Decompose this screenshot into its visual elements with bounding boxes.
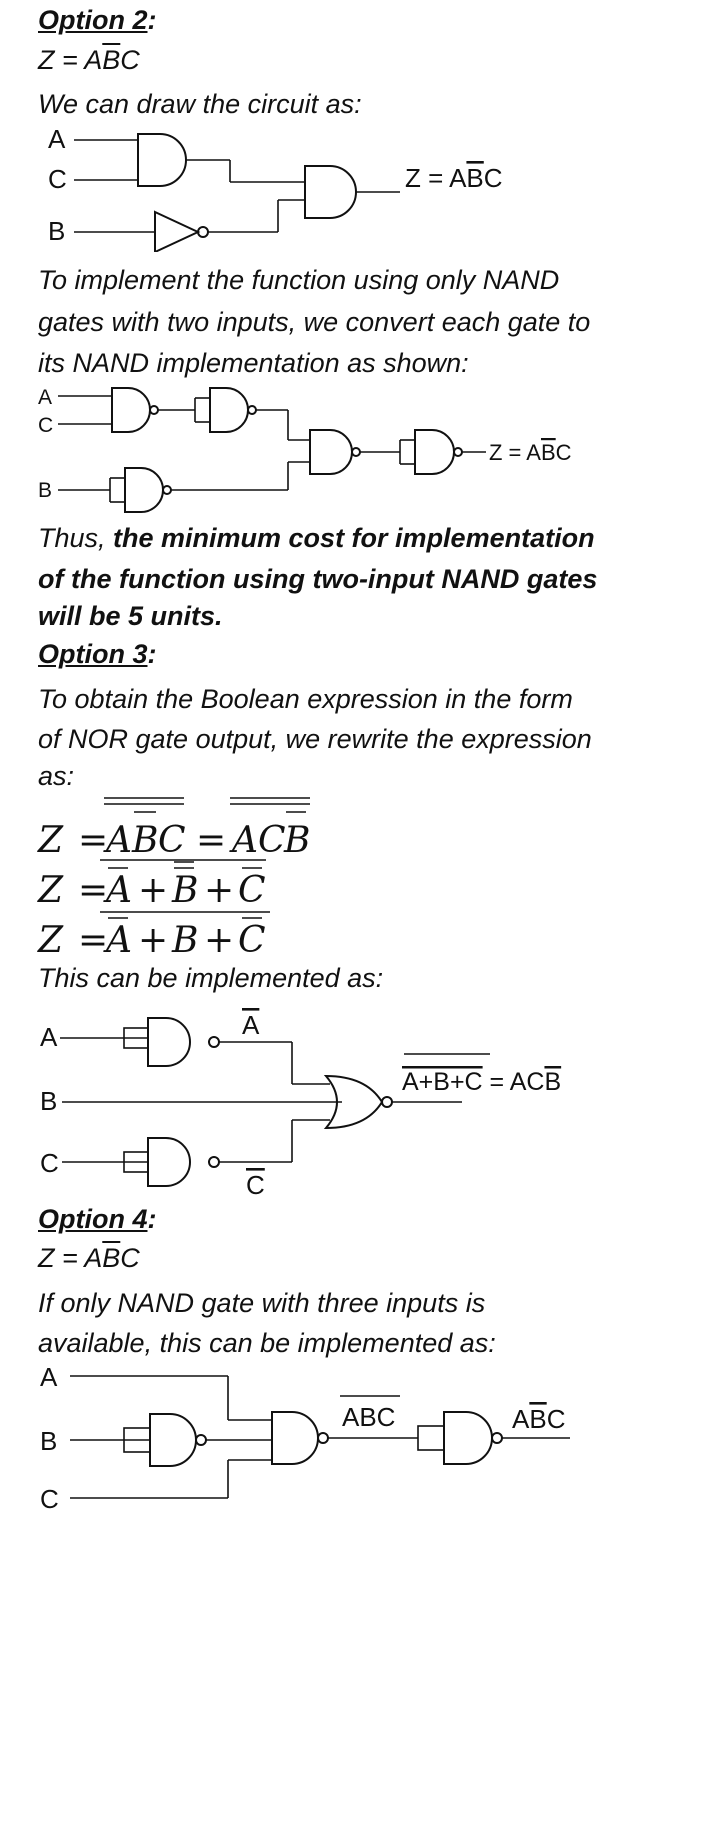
option-4-line-1: If only NAND gate with three inputs is — [38, 1288, 486, 1318]
nand-text-line-3: its NAND implementation as shown: — [38, 348, 469, 378]
nand-gate — [150, 1414, 196, 1466]
a-bar-label: A — [242, 1010, 260, 1040]
eq1-part2-b: B — [284, 820, 311, 861]
nand-gate — [112, 388, 150, 432]
input-label-c: C — [40, 1484, 59, 1512]
option-3-line-1: To obtain the Boolean expression in the form — [38, 684, 573, 714]
input-label-b: B — [48, 216, 66, 246]
equation-block — [0, 790, 704, 970]
output-label: ABC — [512, 1404, 566, 1434]
circuit-option-3 — [0, 1000, 704, 1200]
input-label-a: A — [38, 386, 53, 409]
input-label-c: C — [48, 164, 67, 194]
input-label-c: C — [38, 414, 54, 437]
circuit-option-2 — [0, 122, 704, 252]
eq3-a: A — [106, 920, 132, 961]
thus-bold-1: the minimum cost for implementation — [113, 523, 595, 553]
expr-bar-part: $\overline{B}$ — [102, 45, 121, 75]
eq3-plus1: + — [138, 920, 169, 961]
impl-text: This can be implemented as: — [38, 963, 384, 993]
eq1-eq: = — [78, 820, 109, 861]
eq1-part2-a: AC — [232, 820, 286, 861]
nand-gate — [148, 1018, 190, 1066]
eq2-lhs: Z — [38, 870, 64, 911]
option-2-heading — [38, 4, 157, 36]
expr-part: Z = A — [38, 1243, 103, 1273]
eq1-lhs: Z — [38, 820, 64, 861]
and-gate — [305, 166, 356, 218]
option-3-line-3: as: — [38, 761, 75, 791]
expr-part: C — [120, 1243, 140, 1273]
eq2-c: C — [238, 870, 266, 911]
expr-bar-part: $\overline{B}$ — [102, 1243, 121, 1273]
eq3-c: C — [238, 920, 266, 961]
input-label-b: B — [40, 1426, 58, 1456]
nand-text-line-1: To implement the function using only NAND — [38, 265, 560, 295]
option-4-line-2: available, this can be implemented as: — [38, 1328, 496, 1358]
nand-gate — [125, 468, 163, 512]
option-4-heading-text: Option 4 — [38, 1204, 148, 1234]
input-label-c: C — [40, 1148, 59, 1178]
eq3-b: B — [172, 920, 199, 961]
output-label: Z = ABC — [405, 163, 503, 193]
eq2-plus1: + — [138, 870, 169, 911]
nand-gate — [444, 1412, 492, 1464]
thus-line-1 — [38, 522, 595, 554]
circuit-option-4 — [0, 1362, 704, 1512]
option-2-expression — [38, 44, 140, 76]
nand-gate — [210, 388, 248, 432]
input-label-a: A — [40, 1022, 58, 1052]
nand-gate — [310, 430, 352, 474]
option-3-heading — [38, 638, 157, 670]
input-label-b: B — [40, 1086, 58, 1116]
nand-text-line-2: gates with two inputs, we convert each gate to — [38, 307, 591, 337]
circuit-option-2-nand — [0, 380, 704, 515]
output-label: Z = ABC — [489, 440, 572, 465]
nand-gate — [272, 1412, 318, 1464]
nand-gate — [415, 430, 454, 474]
option-3-line-2: of NOR gate output, we rewrite the expression — [38, 724, 592, 754]
option-3-heading-text: Option 3 — [38, 639, 148, 669]
eq1-part1-b: B — [132, 820, 159, 861]
expr-part: C — [120, 45, 140, 75]
eq1-part1-c: C — [158, 820, 186, 861]
eq2-a: A — [106, 870, 132, 911]
option-2-heading-text: Option 2 — [38, 5, 148, 35]
input-label-b: B — [38, 479, 53, 502]
eq3-eq: = — [78, 920, 109, 961]
thus-line-3: will be 5 units. — [38, 601, 223, 631]
nand-gate — [148, 1138, 190, 1186]
eq1-part1-a: A — [106, 820, 132, 861]
c-bar-label: C — [246, 1170, 265, 1200]
thus-prefix: Thus, — [38, 523, 114, 553]
and-gate — [138, 134, 186, 186]
option-2-colon: : — [147, 5, 157, 35]
eq3-lhs: Z — [38, 920, 64, 961]
option-4-expression — [38, 1242, 140, 1274]
output-label: A+B+C = ACB — [402, 1068, 562, 1096]
eq3-plus2: + — [204, 920, 235, 961]
draw-circuit-text: We can draw the circuit as: — [38, 89, 362, 119]
option-4-colon: : — [147, 1204, 157, 1234]
expr-part: Z = A — [38, 45, 103, 75]
option-3-colon: : — [147, 639, 157, 669]
thus-line-2: of the function using two-input NAND gates — [38, 564, 598, 594]
input-label-a: A — [48, 124, 66, 154]
eq2-b: B — [172, 870, 199, 911]
not-gate — [155, 212, 198, 252]
option-4-heading — [38, 1203, 157, 1235]
eq2-plus2: + — [204, 870, 235, 911]
eq1-eq2: = — [196, 820, 227, 861]
mid-label: ABC — [342, 1402, 396, 1432]
eq2-eq: = — [78, 870, 109, 911]
input-label-a: A — [40, 1362, 58, 1392]
